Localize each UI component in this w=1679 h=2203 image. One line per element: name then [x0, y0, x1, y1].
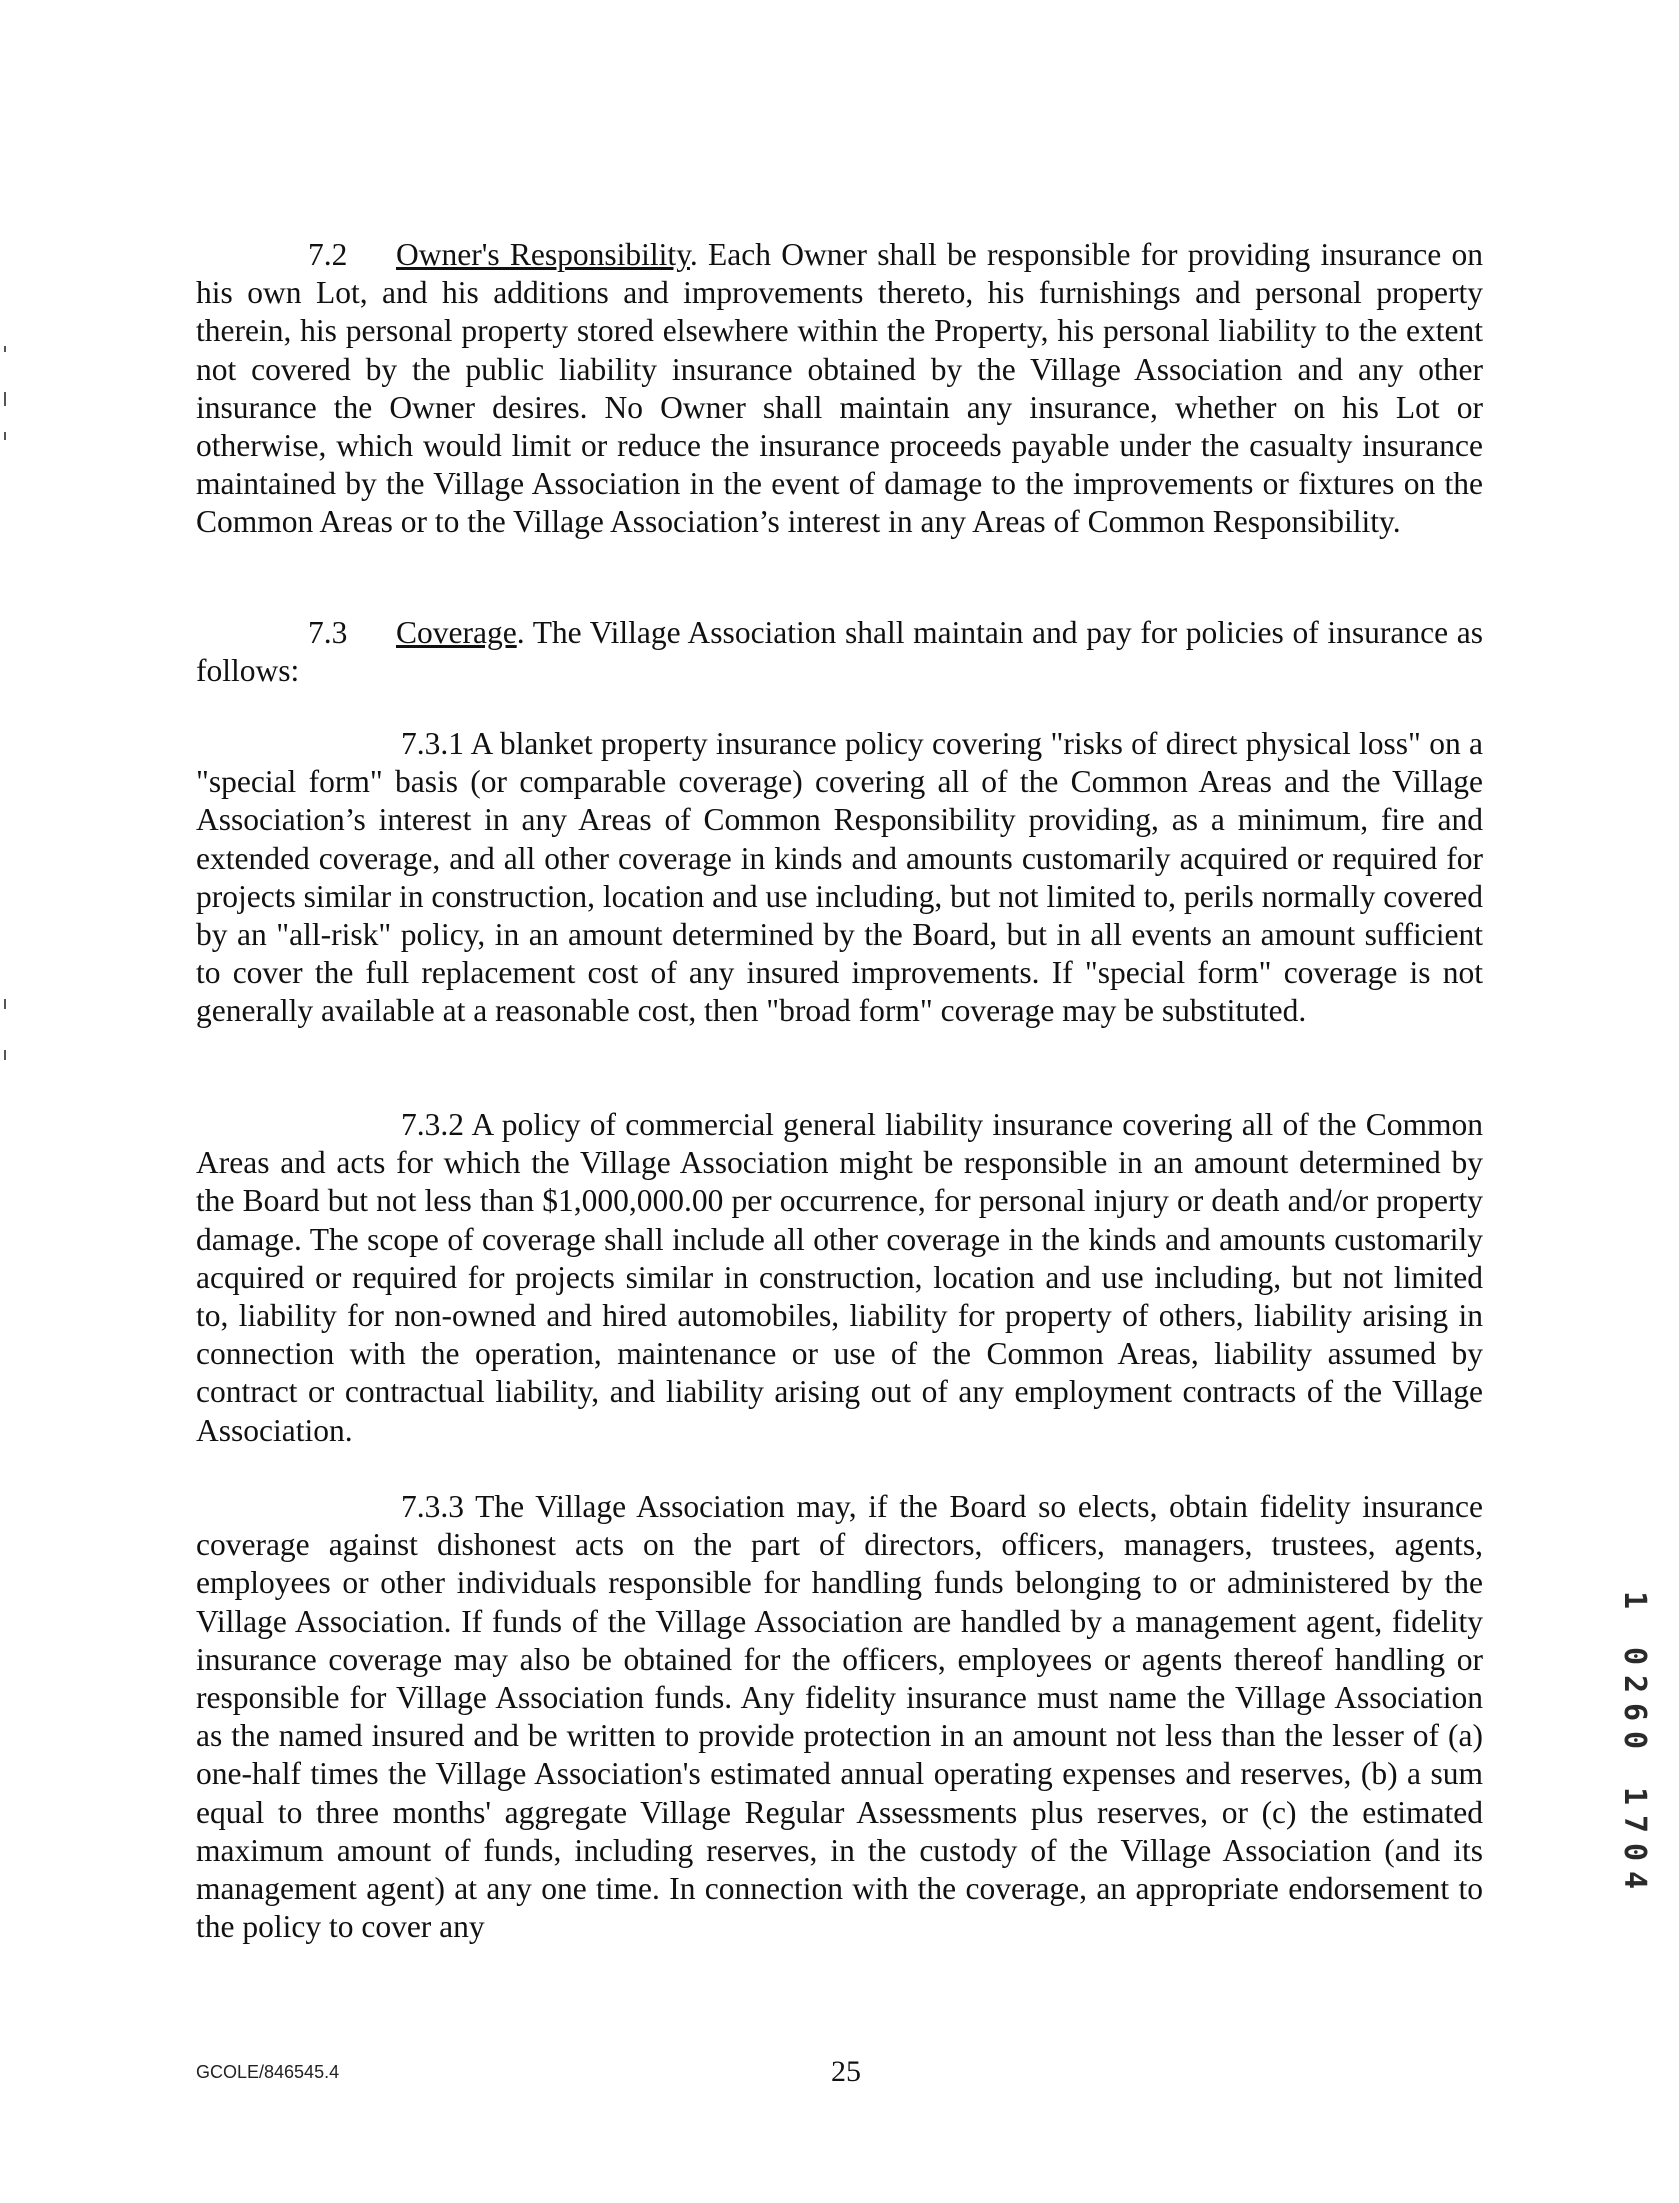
stamp-char: 0 [1617, 1730, 1652, 1750]
section-7-3-3: 7.3.3 The Village Association may, if the Board so elects, obtain fidelity insurance coverage against dishonest acts on the part of directors, officers, managers, trustees, agents, employees or other individuals responsible for handling funds belonging to or administered by the Village Association. If funds of the Village Association are handled by a management agent, fidelity insurance coverage may also be obtained for the officers, employees or agents thereof handling or responsible for Village Association funds. Any fidelity insurance must name the Village Association as the named insured and be written to provide protection in an amount not less than the lesser of (a) one-half times the Village Association's estimated annual operating expenses and reserves, (b) a sum equal to three months' aggregate Village Regular Assessments plus reserves, or (c) the estimated maximum amount of funds, including reserves, in the custody of the Village Association (and its management agent) at any one time. In connection with the coverage, an appropriate endorsement to the policy to cover any [196, 1489, 1483, 1945]
section-7-3-title: Coverage [396, 615, 517, 650]
stamp-char: 0 [1617, 1842, 1652, 1862]
margin-scan-mark [4, 999, 6, 1009]
section-7-3-text: . The Village Association shall maintain and pay for policies of insurance as follows: [196, 615, 1483, 689]
margin-scan-mark [4, 392, 6, 406]
margin-scan-mark [4, 432, 6, 440]
section-7-3-2: 7.3.2 A policy of commercial general liability insurance covering all of the Common Areas and acts for which the Village Association might be responsible in an amount determined by the Board but not less than $1,000,000.00 per occurrence, for personal injury or death and/or property damage. The scope of coverage shall include all other coverage in the kinds and amounts customarily acquired or required for projects similar in construction, location and use including, but not limited to, liability for non-owned and hired automobiles, liability for property of others, liability arising in connection with the operation, maintenance or use of the Common Areas, liability assumed by contract or contractual liability, and liability arising out of any employment contracts of the Village Association. [196, 1107, 1483, 1448]
section-7-3-number: 7.3 [308, 615, 348, 650]
stamp-char: 2 [1617, 1674, 1652, 1694]
stamp-char: 0 [1617, 1646, 1652, 1666]
section-7-3 [196, 614, 1483, 690]
stamp-char: 6 [1617, 1702, 1652, 1722]
section-7-2-text: . Each Owner shall be responsible for providing insurance on his own Lot, and his additions and improvements thereto, his furnishings and personal property therein, his personal property stored elsewhere within the Property, his personal liability to the extent not covered by the public liability insurance obtained by the Village Association and any other insurance the Owner desires. No Owner shall maintain any insurance, whether on his Lot or otherwise, which would limit or reduce the insurance proceeds payable under the casualty insurance maintained by the Village Association in the event of damage to the improvements or fixtures on the Common Areas or to the Village Association’s interest in any Areas of Common Responsibility. [196, 237, 1483, 540]
margin-scan-mark [4, 1050, 6, 1060]
section-7-2-title: Owner's Responsibility [396, 237, 690, 272]
margin-scan-mark [4, 346, 6, 352]
section-7-2-number: 7.2 [308, 237, 348, 272]
page-number: 25 [831, 2055, 861, 2088]
stamp-char: 1 [1617, 1786, 1652, 1806]
stamp-char: 7 [1617, 1814, 1652, 1834]
stamp-char: 4 [1617, 1870, 1652, 1890]
section-7-2 [196, 236, 1483, 542]
footer-document-id: GCOLE/846545.4 [196, 2062, 340, 2082]
recording-stamp [1606, 1585, 1662, 1915]
stamp-char: 1 [1617, 1590, 1652, 1610]
section-7-3-1: 7.3.1 A blanket property insurance policy covering "risks of direct physical loss" on a "special form" basis (or comparable coverage) covering all of the Common Areas and the Village Association’s interest in any Areas of Common Responsibility providing, as a minimum, fire and extended coverage, and all other coverage in kinds and amounts customarily acquired or required for projects similar in construction, location and use including, but not limited to, perils normally covered by an "all-risk" policy, in an amount determined by the Board, but in all events an amount sufficient to cover the full replacement cost of any insured improvements. If "special form" coverage is not generally available at a reasonable cost, then "broad form" coverage may be substituted. [196, 726, 1483, 1029]
